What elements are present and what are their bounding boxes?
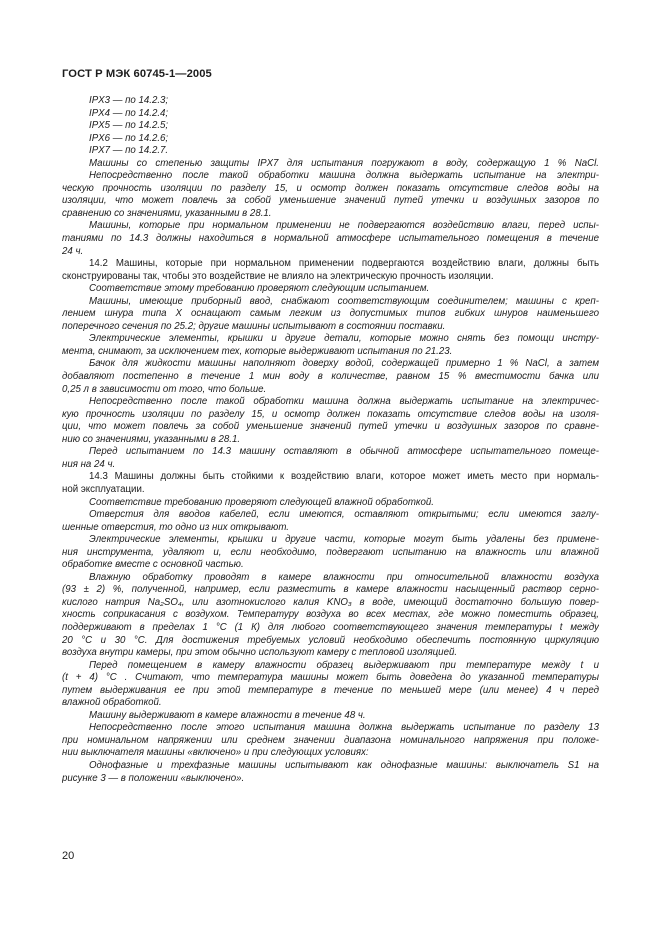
text-line: IPX4 — по 14.2.4; — [89, 107, 169, 119]
text-line: поперечного сечения по 25.2; другие машины испытывают в состоянии поставки. — [62, 320, 446, 332]
text-line: Электрические элементы, крышки и другие детали, которые можно снять без помощи инстру- — [89, 333, 599, 345]
text-line: Перед помещением в камеру влажности образец выдерживают при температуре между t и — [89, 659, 599, 671]
text-line: 20 °C и 30 °C. Для достижения требуемых условий необходимо обеспечить постоянную циркуляцию — [62, 634, 599, 646]
text-line: кислого натрия Na₂SO₄, или азотнокислого калия KNO₃ в воде, имеющий достаточно большую повер- — [62, 596, 599, 608]
text-line: нии выключателя машины «включено» и при следующих условиях: — [62, 747, 369, 759]
text-line: Соответствие этому требованию проверяют следующим испытанием. — [89, 283, 430, 295]
text-line: IPX6 — по 14.2.6; — [89, 132, 169, 144]
text-line: ции, что может повлечь за собой уменьшение значений путей утечки и воздушных зазоров по сравне- — [62, 421, 599, 433]
text-line: Непосредственно после такой обработки машина должна выдержать испытание на электри- — [89, 170, 599, 182]
text-line: ческую прочность изоляции по разделу 15, и осмотр должен показать отсутствие следов воды на — [62, 182, 599, 194]
text-line: лением шнура типа Х оснащают самым легким из допустимых типов гибких шнуров наименьшего — [62, 308, 599, 320]
text-line: добавляют постепенно в течение 1 мин воду в количестве, равном 15 % вместимости бачка или — [62, 371, 599, 383]
text-line: рисунке 3 — в положении «выключено». — [62, 772, 245, 784]
text-line: таниями по 14.3 должны находиться в нормальной атмосфере испытательного помещения в течение — [62, 233, 599, 245]
text-line: (93 ± 2) %, полученной, например, если разместить в камере влажности насыщенный раствор серно- — [62, 584, 599, 596]
text-line: Машины, имеющие приборный ввод, снабжают соответствующим соединителем; машины с креп- — [89, 295, 599, 307]
text-line: 14.2 Машины, которые при нормальном применении подвергаются воздействию влаги, должны быть — [89, 258, 599, 270]
text-line: нию со значениями, указанными в 28.1. — [62, 433, 241, 445]
text-line: сконструированы так, чтобы это воздействие не влияло на электрическую прочность изоляции. — [62, 270, 494, 282]
text-line: (t + 4) °C . Считают, что температура машины может быть доведена до указанной температуры — [62, 672, 599, 684]
text-line: 0,25 л в зависимости от того, что больше. — [62, 383, 267, 395]
body-text — [62, 95, 599, 785]
text-line: Отверстия для вводов кабелей, если имеются, оставляют открытыми; если имеются заглу- — [89, 509, 599, 521]
text-line: Соответствие требованию проверяют следующей влажной обработкой. — [89, 496, 434, 508]
text-line: Однофазные и трехфазные машины испытывают как однофазные машины: выключатель S1 на — [89, 759, 599, 771]
text-line: IPX5 — по 14.2.5; — [89, 120, 169, 132]
text-line: Машину выдерживают в камере влажности в течение 48 ч. — [89, 709, 366, 721]
text-line: ния инструмента, удаляют и, если необходимо, подвергают испытанию на влажность или влажной — [62, 546, 599, 558]
text-line: 24 ч. — [62, 245, 84, 257]
text-line: поддерживают в пределах 1 °C (1 К) для любого соответствующего значения температуры t между — [62, 621, 599, 633]
text-line: Влажную обработку проводят в камере влажности при относительной влажности воздуха — [89, 571, 599, 583]
text-line: воздуха внутри камеры, при этом обычно используют камеру с тепловой изоляцией. — [62, 647, 458, 659]
text-line: Непосредственно после такой обработки машина должна выдержать испытание на электричес- — [89, 396, 599, 408]
document-page — [62, 0, 599, 936]
text-line: сравнению со значениями, указанными в 28.1. — [62, 207, 272, 219]
text-line: обработке вместе с основной частью. — [62, 559, 244, 571]
text-line: хность соприкасания с воздухом. Температуру воздуха во всех местах, где можно поместить образец, — [62, 609, 599, 621]
text-line: IPX7 — по 14.2.7. — [89, 145, 169, 157]
text-line: Электрические элементы, крышки и другие части, которые могут быть удалены без примене- — [89, 534, 599, 546]
text-line: 14.3 Машины должны быть стойкими к воздействию влаги, которое может иметь место при нормаль- — [89, 471, 599, 483]
text-line: при номинальном напряжении или среднем значении диапазона номинального напряжения при положе- — [62, 734, 599, 746]
text-line: Перед испытанием по 14.3 машину оставляют в обычной атмосфере испытательного помеще- — [89, 446, 599, 458]
text-line: Бачок для жидкости машины наполняют доверху водой, содержащей примерно 1 % NaCl, а затем — [89, 358, 599, 370]
text-line: Непосредственно после этого испытания машина должна выдержать испытание по разделу 13 — [89, 722, 599, 734]
text-line: путем выдерживания ее при этой температуре в течение по меньшей мере (или менее) 4 ч перед — [62, 684, 599, 696]
text-line: ной эксплуатации. — [62, 483, 145, 495]
text-line: Машины, которые при нормальном применении не подвергаются воздействию влаги, перед испы- — [89, 220, 599, 232]
text-line: влажной обработкой. — [62, 697, 162, 709]
text-line: кую прочность изоляции по разделу 15, и осмотр должен показать отсутствие следов воды на изоля- — [62, 408, 599, 420]
text-line: Машины со степенью защиты IPX7 для испытания погружают в воду, содержащую 1 % NaCl. — [89, 157, 599, 169]
document-header: ГОСТ Р МЭК 60745-1—2005 — [62, 68, 212, 80]
text-line: мента, снимают, за исключением тех, которые выдерживают испытания по 21.23. — [62, 345, 453, 357]
text-line: ния на 24 ч. — [62, 458, 116, 470]
text-line: шенные отверстия, то одно из них открывают. — [62, 521, 289, 533]
page-number: 20 — [62, 850, 75, 862]
text-line: изоляции, что может повлечь за собой уменьшение значений путей утечки и воздушных зазоров по — [62, 195, 599, 207]
text-line: IPX3 — по 14.2.3; — [89, 95, 169, 106]
